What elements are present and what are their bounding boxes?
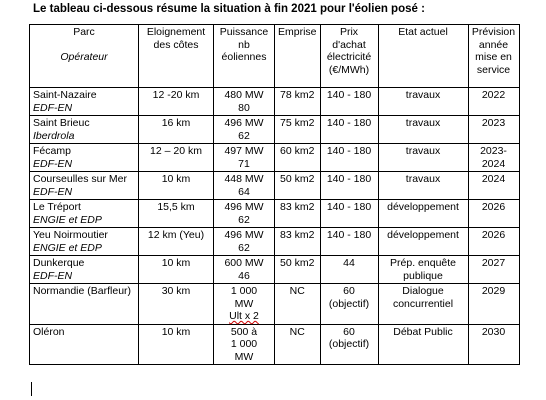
table-row <box>30 172 520 200</box>
header-row <box>30 25 520 88</box>
cell-prevision: 2029 <box>468 284 519 325</box>
cell-prevision: 2026 <box>468 200 519 228</box>
cell-puissance: 1 000 MW Ult x 2 <box>214 284 275 325</box>
table-row <box>30 200 520 228</box>
table-row <box>30 144 520 172</box>
cell-prix: 140 - 180 <box>320 200 378 228</box>
cell-etat: Débat Public <box>378 324 468 365</box>
table-row <box>30 88 520 116</box>
header-prix: Prix d'achat électricité (€/MWh) <box>320 25 378 88</box>
cell-puissance: 496 MW 62 <box>214 116 275 144</box>
cell-parc: Le Tréport ENGIE et EDP <box>30 200 139 228</box>
header-emprise: Emprise <box>275 25 321 88</box>
cell-prix: 140 - 180 <box>320 228 378 256</box>
cell-prevision: 2026 <box>468 228 519 256</box>
cell-emprise: NC <box>275 324 321 365</box>
table-row <box>30 228 520 256</box>
cell-puissance: 497 MW 71 <box>214 144 275 172</box>
cell-prevision: 2023- 2024 <box>468 144 519 172</box>
table-row <box>30 284 520 325</box>
cell-etat: développement <box>378 200 468 228</box>
table-row <box>30 324 520 365</box>
cell-etat: travaux <box>378 172 468 200</box>
cell-puissance: 496 MW 62 <box>214 200 275 228</box>
cell-parc: Courseulles sur Mer EDF-EN <box>30 172 139 200</box>
document-title: Le tableau ci-dessous résume la situation à fin 2021 pour l'éolien posé : <box>33 3 425 15</box>
cell-eloignement: 10 km <box>139 256 214 284</box>
cell-puissance: 500 à 1 000 MW <box>214 324 275 365</box>
cell-prevision: 2030 <box>468 324 519 365</box>
cell-parc: Saint-Nazaire EDF-EN <box>30 88 139 116</box>
cell-eloignement: 12 – 20 km <box>139 144 214 172</box>
cell-prevision: 2027 <box>468 256 519 284</box>
cell-prix: 60 (objectif) <box>320 284 378 325</box>
cell-etat: développement <box>378 228 468 256</box>
eolien-table <box>29 24 520 365</box>
cell-etat: travaux <box>378 88 468 116</box>
cell-parc: Yeu Noirmoutier ENGIE et EDP <box>30 228 139 256</box>
cell-etat: travaux <box>378 144 468 172</box>
cell-etat: Prép. enquête publique <box>378 256 468 284</box>
cell-emprise: 78 km2 <box>275 88 321 116</box>
cell-eloignement: 12 km (Yeu) <box>139 228 214 256</box>
cell-puissance: 480 MW 80 <box>214 88 275 116</box>
cell-eloignement: 10 km <box>139 324 214 365</box>
cell-etat: travaux <box>378 116 468 144</box>
cell-emprise: 75 km2 <box>275 116 321 144</box>
cell-eloignement: 10 km <box>139 172 214 200</box>
cell-emprise: 50 km2 <box>275 256 321 284</box>
cell-eloignement: 15,5 km <box>139 200 214 228</box>
header-parc: Parc Opérateur <box>30 25 139 88</box>
cell-emprise: 83 km2 <box>275 228 321 256</box>
cell-parc: Normandie (Barfleur) <box>30 284 139 325</box>
cell-prix: 140 - 180 <box>320 172 378 200</box>
cell-prix: 140 - 180 <box>320 88 378 116</box>
cell-prix: 140 - 180 <box>320 144 378 172</box>
cell-puissance: 448 MW 64 <box>214 172 275 200</box>
cell-emprise: 60 km2 <box>275 144 321 172</box>
header-prevision: Prévision année mise en service <box>468 25 519 88</box>
cell-prix: 60 (objectif) <box>320 324 378 365</box>
cell-puissance: 496 MW 62 <box>214 228 275 256</box>
text-cursor <box>31 382 32 396</box>
cell-parc: Fécamp EDF-EN <box>30 144 139 172</box>
cell-etat: Dialogue concurrentiel <box>378 284 468 325</box>
cell-prevision: 2024 <box>468 172 519 200</box>
header-puissance: Puissance nb éoliennes <box>214 25 275 88</box>
cell-puissance: 600 MW 46 <box>214 256 275 284</box>
cell-emprise: NC <box>275 284 321 325</box>
cell-parc: Oléron <box>30 324 139 365</box>
cell-eloignement: 16 km <box>139 116 214 144</box>
cell-parc: Dunkerque EDF-EN <box>30 256 139 284</box>
cell-parc: Saint Brieuc Iberdrola <box>30 116 139 144</box>
table-row <box>30 256 520 284</box>
header-etat: Etat actuel <box>378 25 468 88</box>
cell-prix: 140 - 180 <box>320 116 378 144</box>
cell-prevision: 2023 <box>468 116 519 144</box>
cell-prix: 44 <box>320 256 378 284</box>
cell-eloignement: 30 km <box>139 284 214 325</box>
table-row <box>30 116 520 144</box>
cell-prevision: 2022 <box>468 88 519 116</box>
cell-emprise: 83 km2 <box>275 200 321 228</box>
header-eloignement: Eloignement des côtes <box>139 25 214 88</box>
cell-eloignement: 12 -20 km <box>139 88 214 116</box>
cell-emprise: 50 km2 <box>275 172 321 200</box>
